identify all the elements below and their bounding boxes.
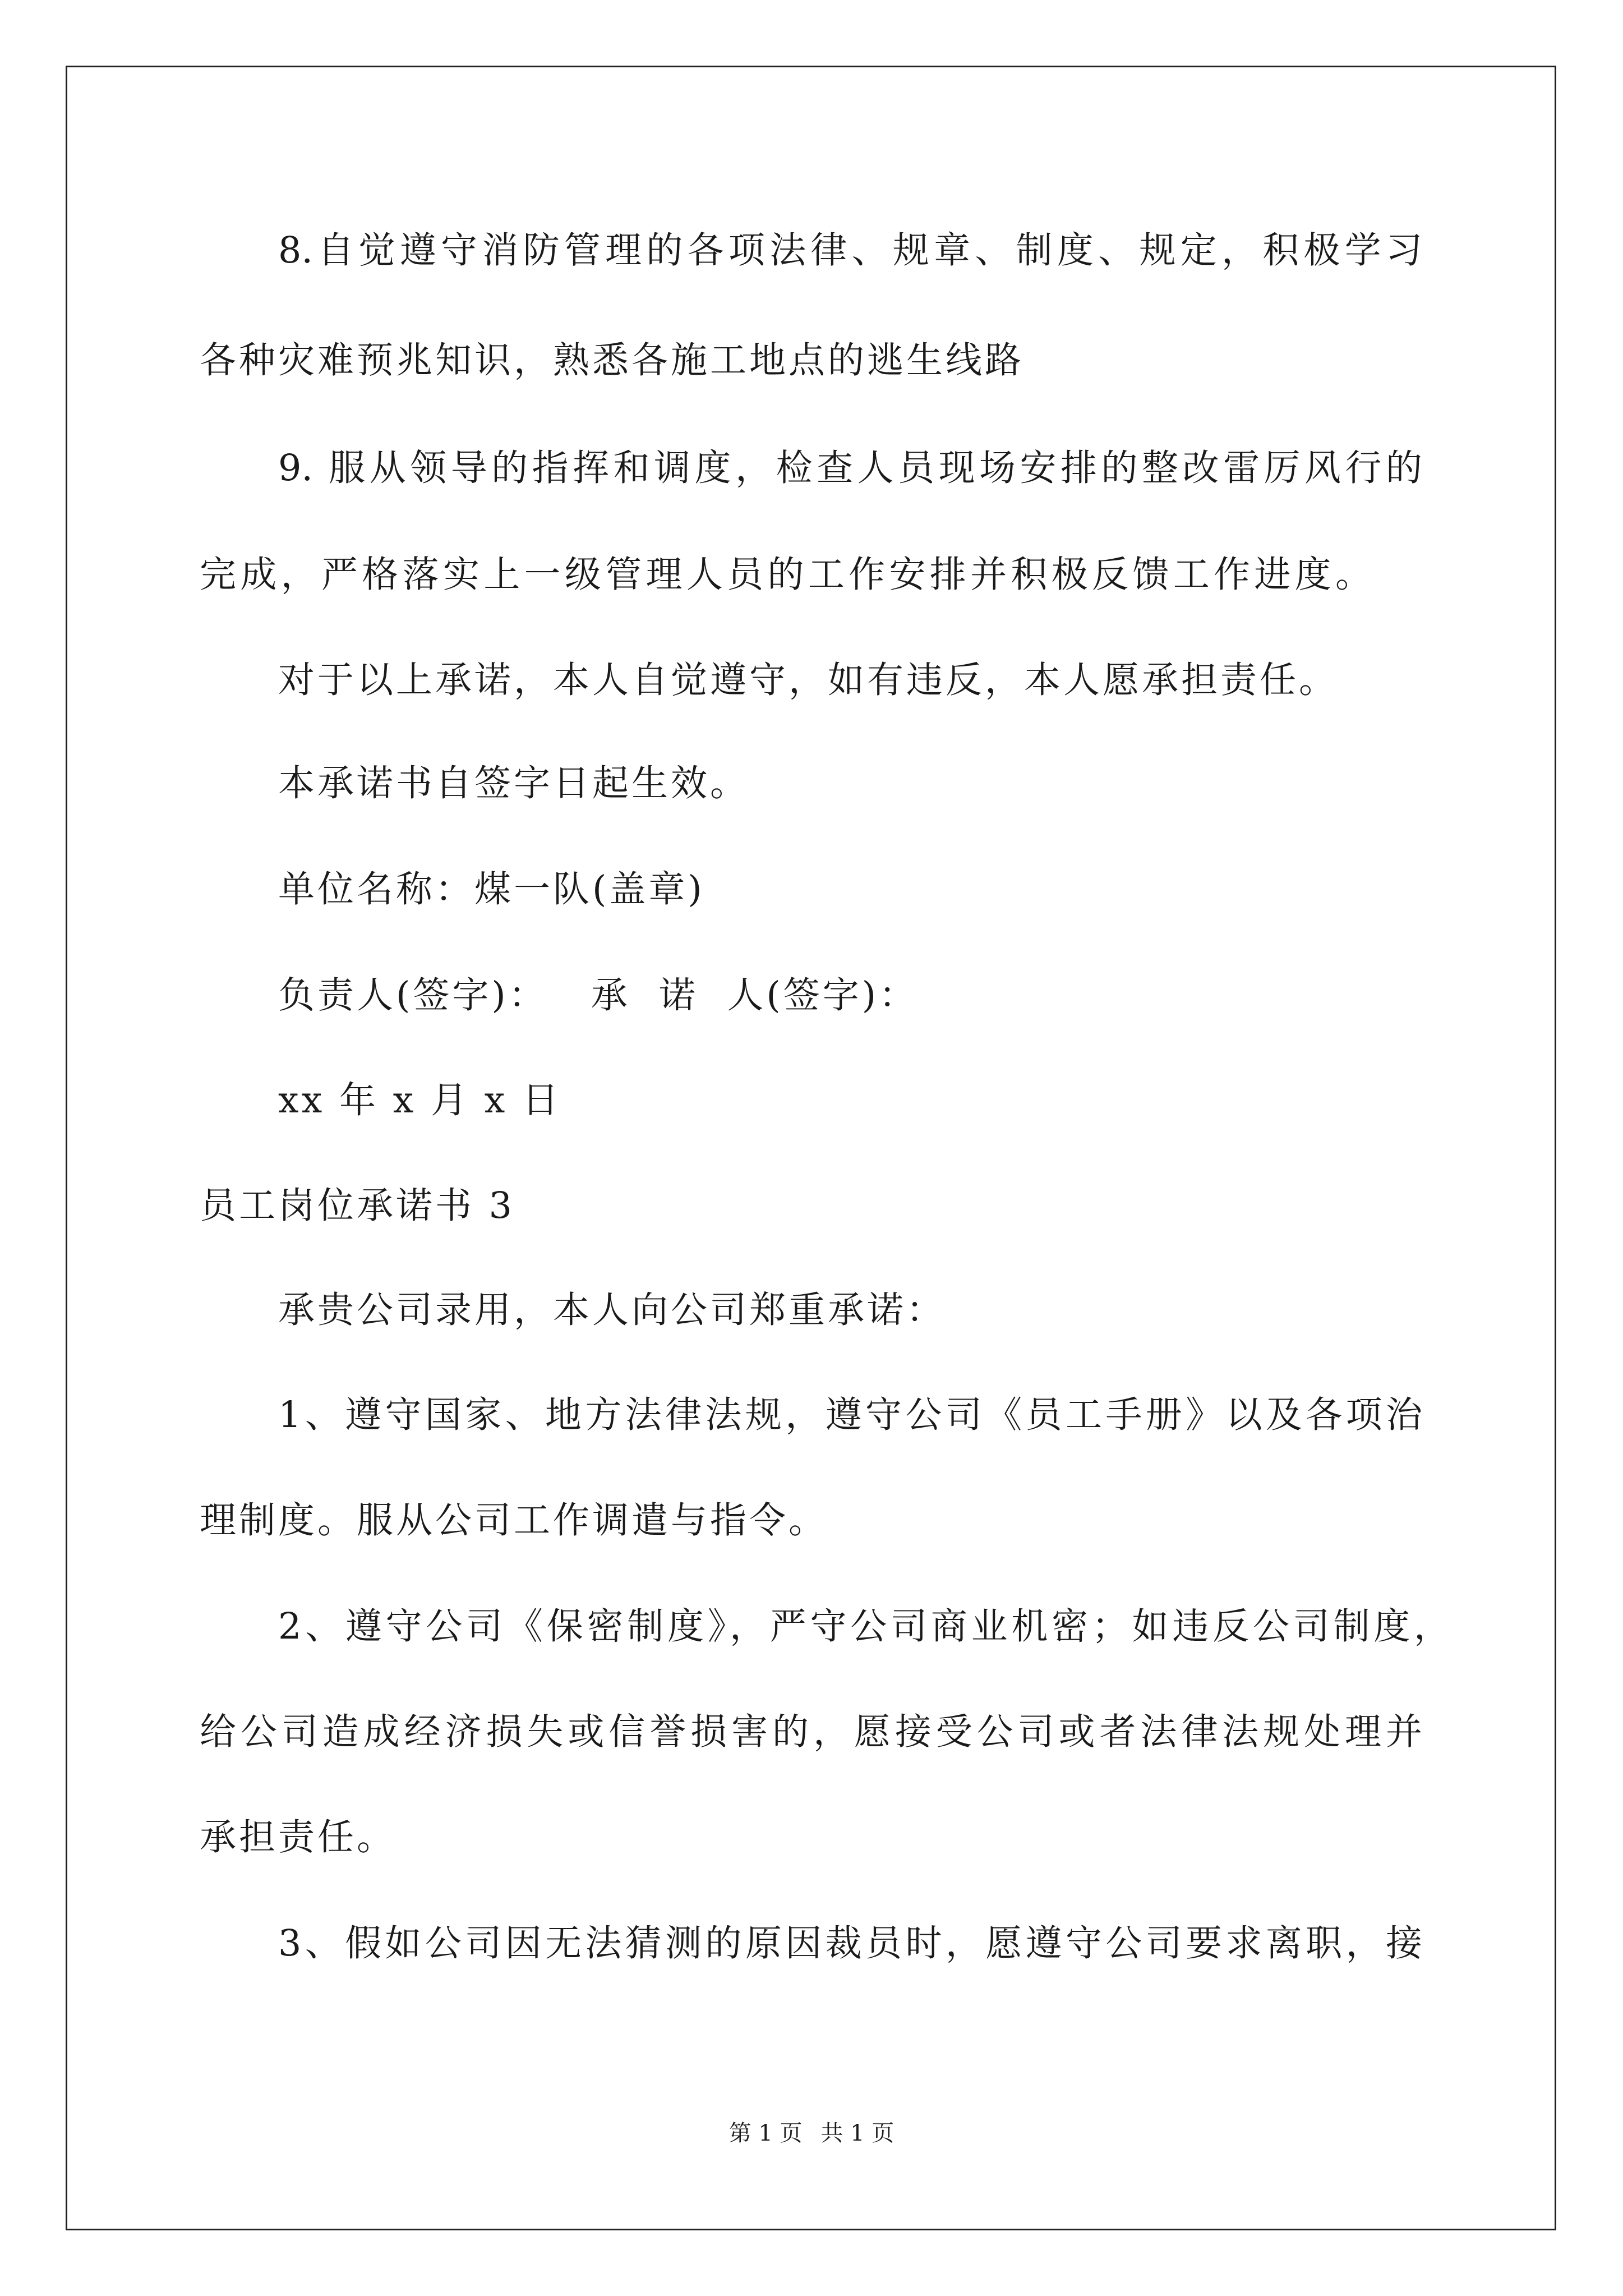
page-border: [66, 66, 1556, 2230]
paragraph-8-line-1: 8.自觉遵守消防管理的各项法律、规章、制度、规定，积极学习: [278, 229, 1422, 272]
page-total: 共 1 页: [820, 2120, 895, 2146]
item-1-line-1: 1、遵守国家、地方法律法规，遵守公司《员工手册》以及各项治: [278, 1394, 1422, 1436]
paragraph-9-line-2: 完成，严格落实上一级管理人员的工作安排并积极反馈工作进度。: [200, 554, 1372, 596]
unit-name-line: 单位名称：煤一队(盖章): [278, 868, 705, 910]
page-number: 第 1 页: [728, 2120, 803, 2146]
item-2-line-3: 承担责任。: [200, 1816, 396, 1858]
item-2-line-2: 给公司造成经济损失或信誉损害的，愿接受公司或者法律法规处理并: [200, 1711, 1422, 1753]
item-1-line-2: 理制度。服从公司工作调遣与指令。: [200, 1499, 828, 1542]
intro-line: 承贵公司录用，本人向公司郑重承诺：: [278, 1289, 946, 1331]
item-2-line-1: 2、遵守公司《保密制度》，严守公司商业机密；如违反公司制度，: [278, 1605, 1450, 1648]
effective-statement: 本承诺书自签字日起生效。: [278, 762, 750, 804]
section-heading: 员工岗位承诺书 3: [200, 1185, 515, 1227]
date-line: xx 年 x 月 x 日: [278, 1079, 561, 1121]
item-3-line-1: 3、假如公司因无法猜测的原因裁员时，愿遵守公司要求离职，接: [278, 1922, 1422, 1964]
paragraph-9-line-1: 9. 服从领导的指挥和调度，检查人员现场安排的整改雷厉风行的: [278, 447, 1422, 489]
page-footer: [0, 2119, 1623, 2147]
commitment-statement: 对于以上承诺，本人自觉遵守，如有违反，本人愿承担责任。: [278, 659, 1339, 701]
signature-line: 负责人(签字)： 承 诺 人(签字)：: [278, 974, 919, 1016]
paragraph-8-line-2: 各种灾难预兆知识，熟悉各施工地点的逃生线路: [200, 339, 1025, 381]
